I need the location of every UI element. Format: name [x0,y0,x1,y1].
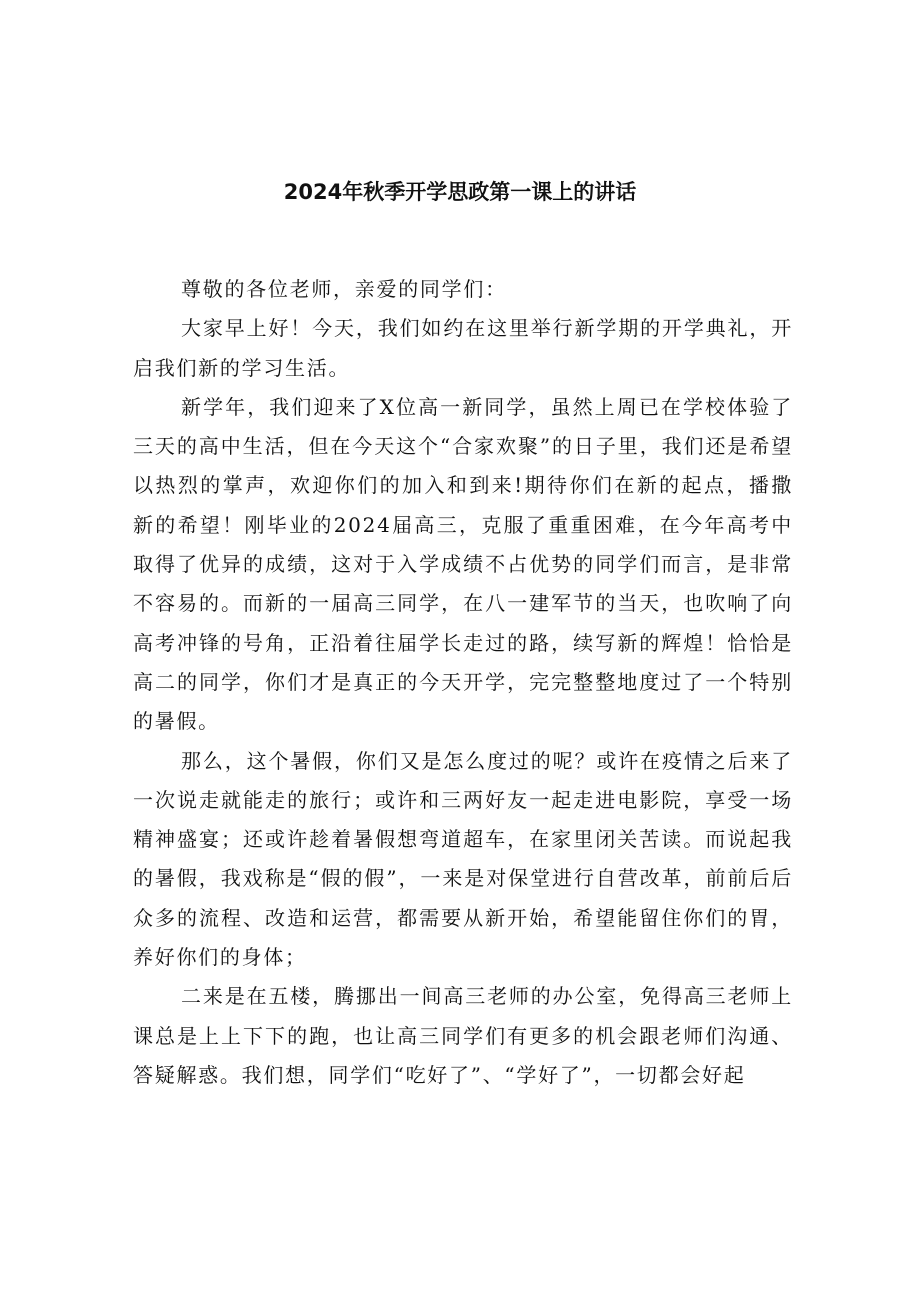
paragraph-new-year: 新学年，我们迎来了X位高一新同学，虽然上周已在学校体验了三天的高中生活，但在今天这个“合家欢聚”的日子里，我们还是希望以热烈的掌声，欢迎你们的加入和到来!期待你们在新的起点，播撒新的希望！刚毕业的2024届高三，克服了重重困难，在今年高考中取得了优异的成绩，这对于入学成绩不占优势的同学们而言，是非常不容易的。而新的一届高三同学，在八一建军节的当天，也吹响了向高考冲锋的号角，正沿着往届学长走过的路，续写新的辉煌！恰恰是高二的同学，你们才是真正的今天开学，完完整整地度过了一个特别的暑假。 [133,394,793,734]
paragraph-fifth-floor: 二来是在五楼，腾挪出一间高三老师的办公室，免得高三老师上课总是上上下下的跑，也让高三同学们有更多的机会跟老师们沟通、答疑解惑。我们想，同学们“吃好了”、“学好了”，一切都会好起 [133,984,793,1087]
paragraph-greeting: 大家早上好！今天，我们如约在这里举行新学期的开学典礼，开启我们新的学习生活。 [133,316,793,380]
paragraph-summer: 那么，这个暑假，你们又是怎么度过的呢？或许在疫情之后来了一次说走就能走的旅行；或许和三两好友一起走进电影院，享受一场精神盛宴；还或许趁着暑假想弯道超车，在家里闭关苦读。而说起我的暑假，我戏称是“假的假”，一来是对保堂进行自营改革，前前后后众多的流程、改造和运营，都需要从新开始，希望能留住你们的胃，养好你们的身体； [133,748,793,970]
document-title: 2024年秋季开学思政第一课上的讲话 [283,180,637,204]
document-body [133,270,793,1095]
paragraph-salutation: 尊敬的各位老师，亲爱的同学们： [181,277,507,301]
